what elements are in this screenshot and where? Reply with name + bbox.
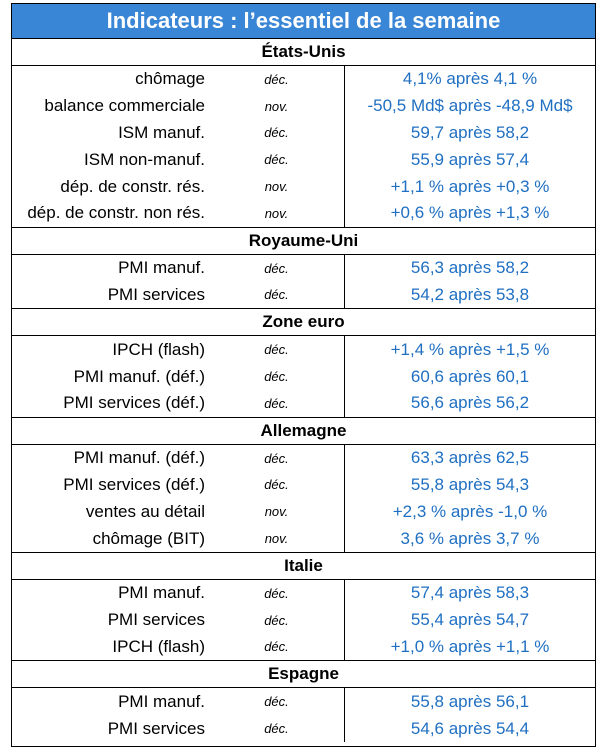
indicator-label: PMI services	[107, 718, 205, 738]
indicator-label: PMI services	[107, 610, 205, 630]
table-row	[12, 363, 595, 390]
period-label: déc.	[264, 395, 289, 411]
table-row	[12, 255, 595, 282]
indicator-label: balance commerciale	[44, 96, 205, 116]
table-row	[12, 580, 595, 607]
period-label: nov.	[264, 504, 289, 520]
indicator-label: chômage	[135, 69, 205, 89]
indicator-value: 63,3 après 62,5	[344, 445, 595, 472]
indicator-value: +1,1 % après +0,3 %	[344, 173, 595, 200]
section-rows	[12, 336, 595, 417]
indicator-label: PMI manuf.	[118, 258, 205, 278]
indicator-value: 3,6 % après 3,7 %	[344, 525, 595, 552]
indicator-label: chômage (BIT)	[92, 528, 205, 548]
section-header: Royaume-Uni	[12, 228, 595, 255]
table-row	[12, 390, 595, 417]
period-label: déc.	[264, 694, 289, 710]
table-row	[12, 336, 595, 363]
section-header: Allemagne	[12, 418, 595, 445]
indicator-value: -50,5 Md$ après -48,9 Md$	[344, 93, 595, 120]
indicator-value: +2,3 % après -1,0 %	[344, 498, 595, 525]
section-header: Espagne	[12, 661, 595, 688]
indicator-value: 55,9 après 57,4	[344, 146, 595, 173]
indicator-label: PMI services (déf.)	[63, 393, 205, 413]
period-label: déc.	[264, 369, 289, 385]
table-row	[12, 472, 595, 499]
indicator-value: +1,0 % après +1,1 %	[344, 634, 595, 661]
period-label: déc.	[264, 342, 289, 358]
table-row	[12, 66, 595, 93]
indicator-value: 55,4 après 54,7	[344, 607, 595, 634]
indicator-label: ISM non-manuf.	[84, 149, 205, 169]
indicator-label: ventes au détail	[85, 501, 205, 521]
indicator-label: PMI manuf. (déf.)	[73, 366, 205, 386]
table-title: Indicateurs : l’essentiel de la semaine	[12, 4, 595, 39]
indicator-value: 55,8 après 54,3	[344, 472, 595, 499]
section-header: États-Unis	[12, 39, 595, 66]
indicators-table	[11, 3, 596, 747]
period-label: nov.	[264, 98, 289, 114]
indicator-value: 56,3 après 58,2	[344, 255, 595, 282]
table-row	[12, 634, 595, 661]
indicator-value: 55,8 après 56,1	[344, 688, 595, 715]
indicator-value: 54,6 après 54,4	[344, 715, 595, 742]
section-rows	[12, 66, 595, 228]
period-label: déc.	[264, 125, 289, 141]
period-label: déc.	[264, 585, 289, 601]
period-label: nov.	[264, 531, 289, 547]
period-label: déc.	[264, 152, 289, 168]
indicator-label: PMI manuf.	[118, 691, 205, 711]
table-row	[12, 146, 595, 173]
period-label: déc.	[264, 612, 289, 628]
indicator-value: 59,7 après 58,2	[344, 120, 595, 147]
period-label: nov.	[264, 179, 289, 195]
indicator-value: 60,6 après 60,1	[344, 363, 595, 390]
indicator-label: dép. de constr. non rés.	[27, 203, 205, 223]
period-label: déc.	[264, 721, 289, 737]
indicator-label: PMI services (déf.)	[63, 474, 205, 494]
indicator-value: +0,6 % après +1,3 %	[344, 200, 595, 227]
period-label: déc.	[264, 450, 289, 466]
table-row	[12, 607, 595, 634]
section-header: Italie	[12, 553, 595, 580]
indicator-label: IPCH (flash)	[112, 339, 205, 359]
table-body	[12, 39, 595, 742]
indicator-label: PMI manuf. (déf.)	[73, 448, 205, 468]
period-label: déc.	[264, 639, 289, 655]
indicator-value: 56,6 après 56,2	[344, 390, 595, 417]
table-row	[12, 200, 595, 227]
indicator-value: 54,2 après 53,8	[344, 282, 595, 309]
table-row	[12, 525, 595, 552]
indicator-value: 4,1% après 4,1 %	[344, 66, 595, 93]
table-row	[12, 173, 595, 200]
table-row	[12, 93, 595, 120]
table-row	[12, 445, 595, 472]
table-row	[12, 282, 595, 309]
table-row	[12, 498, 595, 525]
section-header: Zone euro	[12, 309, 595, 336]
indicator-label: PMI services	[107, 284, 205, 304]
section-rows	[12, 255, 595, 310]
indicator-label: dép. de constr. rés.	[60, 176, 205, 196]
indicator-value: +1,4 % après +1,5 %	[344, 336, 595, 363]
section-rows	[12, 445, 595, 553]
indicator-value: 57,4 après 58,3	[344, 580, 595, 607]
table-row	[12, 688, 595, 715]
period-label: déc.	[264, 71, 289, 87]
period-label: nov.	[264, 205, 289, 221]
period-label: déc.	[264, 287, 289, 303]
period-label: déc.	[264, 477, 289, 493]
section-rows	[12, 580, 595, 661]
section-rows	[12, 688, 595, 742]
indicator-label: PMI manuf.	[118, 583, 205, 603]
indicator-label: ISM manuf.	[118, 122, 205, 142]
period-label: déc.	[264, 260, 289, 276]
indicator-label: IPCH (flash)	[112, 636, 205, 656]
table-row	[12, 120, 595, 147]
table-row	[12, 715, 595, 742]
